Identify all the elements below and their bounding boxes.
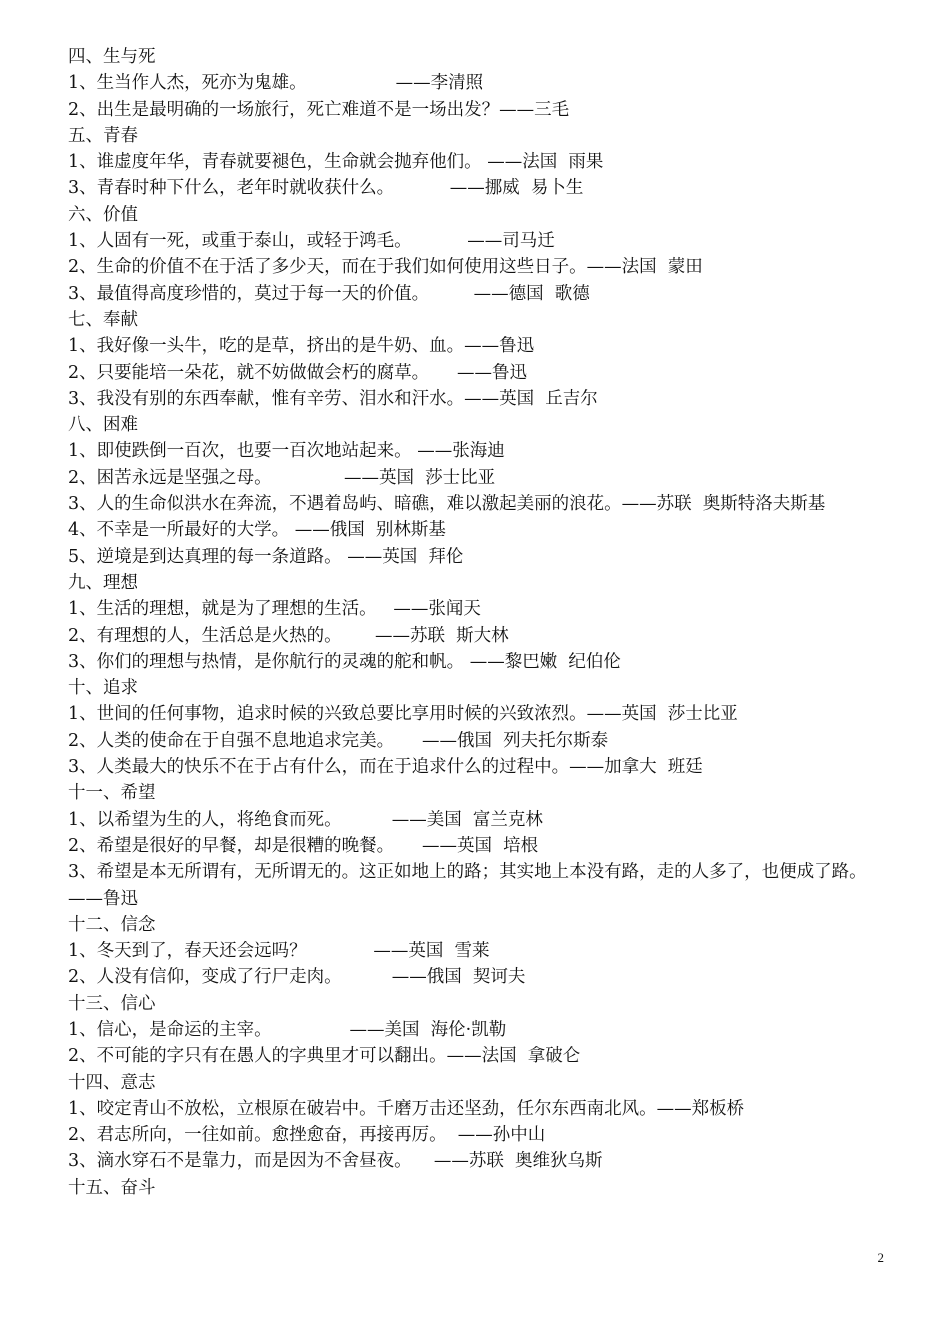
- quote-line: 1、咬定青山不放松，立根原在破岩中。千磨万击还坚劲，任尔东西南北风。——郑板桥: [68, 1098, 745, 1119]
- quote-line: 1、人固有一死，或重于泰山，或轻于鸿毛。 ——司马迁: [68, 231, 555, 252]
- quote-line: 1、冬天到了，春天还会远吗？ ——英国 雪莱: [68, 941, 490, 962]
- quote-line: 3、你们的理想与热情，是你航行的灵魂的舵和帆。 ——黎巴嫩 纪伯伦: [68, 651, 621, 672]
- quote-line: 2、有理想的人，生活总是火热的。 ——苏联 斯大林: [68, 625, 509, 646]
- section-heading-ideal: 九、理想: [68, 572, 138, 593]
- quote-line: 1、生当作人杰，死亦为鬼雄。 ——李清照: [68, 73, 484, 94]
- quote-line: 5、逆境是到达真理的每一条道路。 ——英国 拜伦: [68, 546, 464, 567]
- quote-line: 1、以希望为生的人，将绝食而死。 ——美国 富兰克林: [68, 809, 543, 830]
- section-heading-youth: 五、青春: [68, 125, 138, 146]
- quote-line: 1、即使跌倒一百次，也要一百次地站起来。 ——张海迪: [68, 441, 505, 462]
- quote-line: 3、最值得高度珍惜的，莫过于每一天的价值。 ——德国 歌德: [68, 283, 590, 304]
- quote-line: 1、世间的任何事物，追求时候的兴致总要比享用时候的兴致浓烈。——英国 莎士比亚: [68, 704, 738, 725]
- quote-line: 1、信心，是命运的主宰。 ——美国 海伦·凯勒: [68, 1019, 507, 1040]
- quote-line: 2、不可能的字只有在愚人的字典里才可以翻出。——法国 拿破仑: [68, 1046, 581, 1067]
- quote-line: 3、青春时种下什么，老年时就收获什么。 ——挪威 易卜生: [68, 178, 584, 199]
- quote-line: 2、君志所向，一往如前。愈挫愈奋，再接再厉。 ——孙中山: [68, 1125, 546, 1146]
- document-body: [68, 44, 917, 1201]
- quote-line: 2、困苦永远是坚强之母。 ——英国 莎士比亚: [68, 467, 496, 488]
- section-heading-will: 十四、意志: [68, 1072, 156, 1093]
- section-heading-dedication: 七、奉献: [68, 309, 138, 330]
- section-heading-value: 六、价值: [68, 204, 138, 225]
- quote-line: 3、希望是本无所谓有，无所谓无的。这正如地上的路；其实地上本没有路，走的人多了，也便成了路。 ——鲁迅: [68, 862, 917, 909]
- section-heading-difficulty: 八、困难: [68, 415, 138, 436]
- section-heading-pursuit: 十、追求: [68, 678, 138, 699]
- quote-line: 3、人类最大的快乐不在于占有什么，而在于追求什么的过程中。——加拿大 班廷: [68, 757, 703, 778]
- section-heading-struggle: 十五、奋斗: [68, 1177, 156, 1198]
- section-heading-life-death: 四、生与死: [68, 47, 156, 67]
- quote-line: 2、生命的价值不在于活了多少天，而在于我们如何使用这些日子。——法国 蒙田: [68, 257, 703, 278]
- quote-line: 1、生活的理想，就是为了理想的生活。 ——张闻天: [68, 599, 481, 620]
- quote-line: 3、人的生命似洪水在奔流，不遇着岛屿、暗礁，难以激起美丽的浪花。——苏联 奥斯特洛夫斯基: [68, 494, 826, 515]
- quote-line: 2、人没有信仰，变成了行尸走肉。 ——俄国 契诃夫: [68, 967, 526, 988]
- quote-line: 3、滴水穿石不是靠力，而是因为不舍昼夜。 ——苏联 奥维狄乌斯: [68, 1151, 603, 1172]
- quote-line: 2、出生是最明确的一场旅行，死亡难道不是一场出发？——三毛: [68, 99, 570, 120]
- section-heading-belief: 十二、信念: [68, 914, 156, 935]
- quote-line: 4、不幸是一所最好的大学。 ——俄国 别林斯基: [68, 520, 446, 541]
- quote-line: 2、人类的使命在于自强不息地追求完美。 ——俄国 列夫托尔斯泰: [68, 730, 609, 751]
- section-heading-confidence: 十三、信心: [68, 993, 156, 1014]
- quote-line: 2、希望是很好的早餐，却是很糟的晚餐。 ——英国 培根: [68, 835, 539, 856]
- quote-line: 1、谁虚度年华，青春就要褪色，生命就会抛弃他们。 ——法国 雨果: [68, 152, 604, 173]
- quote-line: 2、只要能培一朵花，就不妨做做会朽的腐草。 ——鲁迅: [68, 362, 527, 383]
- quote-line: 3、我没有别的东西奉献，惟有辛劳、泪水和汗水。——英国 丘吉尔: [68, 388, 598, 409]
- page-number: 2: [877, 1250, 884, 1265]
- quote-line: 1、我好像一头牛，吃的是草，挤出的是牛奶、血。——鲁迅: [68, 336, 535, 357]
- section-heading-hope: 十一、希望: [68, 783, 156, 804]
